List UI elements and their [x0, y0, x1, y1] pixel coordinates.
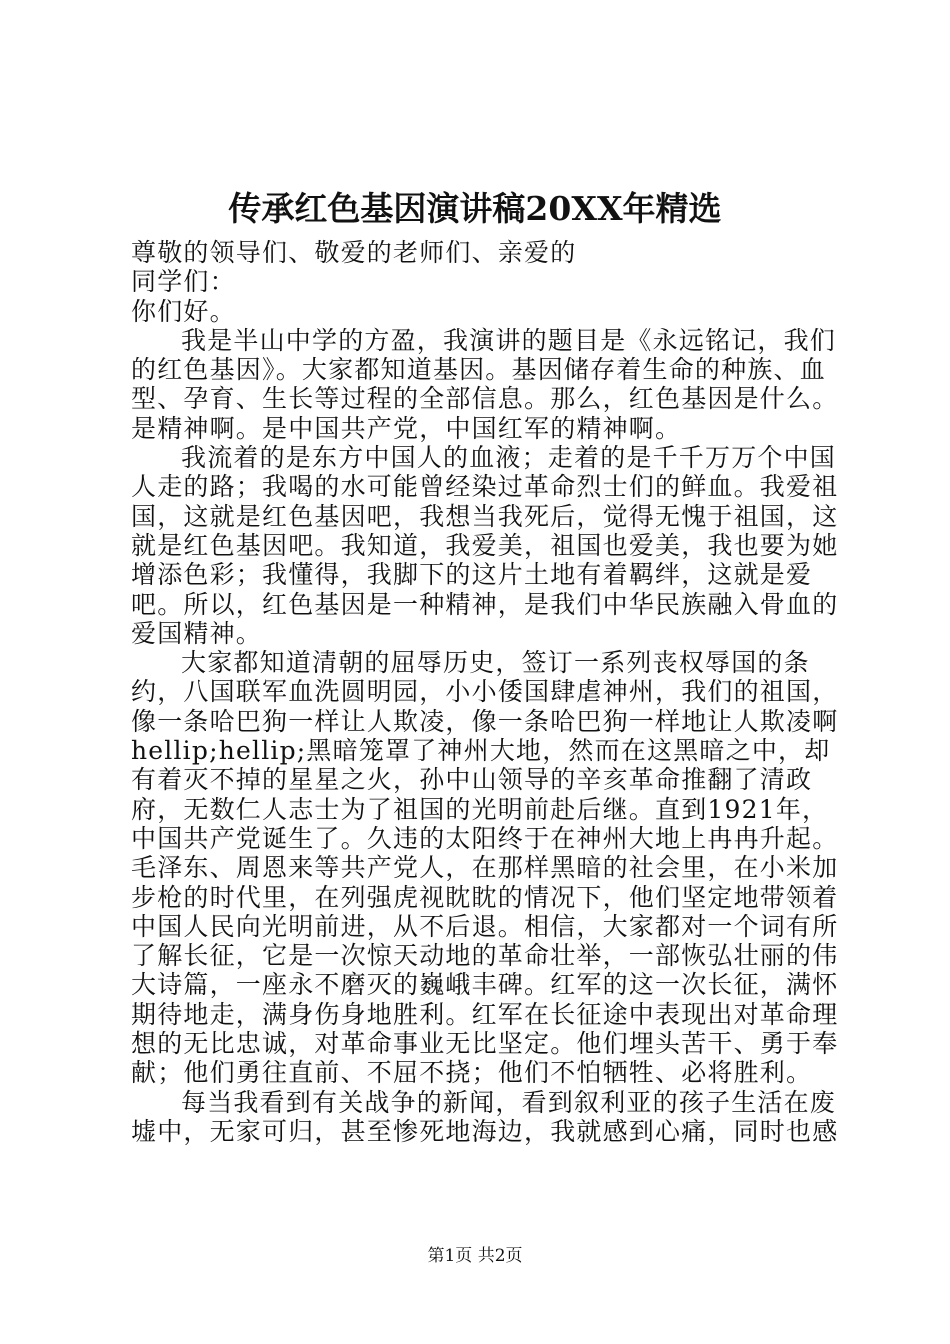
- greeting: 你们好。: [131, 296, 236, 326]
- paragraph-intro: 我是半山中学的方盈，我演讲的题目是《永远铭记，我们的红色基因》。大家都知道基因。基因储存着生命的种族、血型、孕育、生长等过程的全部信息。那么，红色基因是什么。是精神啊。是中国共产党，中国红军的精神啊。: [131, 325, 839, 443]
- paragraph-patriotism: 我流着的是东方中国人的血液；走着的是千千万万个中国人走的路；我喝的水可能曾经染过革命烈士们的鲜血。我爱祖国，这就是红色基因吧，我想当我死后，觉得无愧于祖国，这就是红色基因吧。我知道，我爱美，祖国也爱美，我也要为她增添色彩；我懂得，我脚下的这片土地有着羁绊，这就是爱吧。所以，红色基因是一种精神，是我们中华民族融入骨血的爱国精神。: [131, 443, 839, 648]
- document-body: [131, 238, 853, 1146]
- salutation-line-1: 尊敬的领导们、敬爱的老师们、亲爱的: [131, 238, 577, 267]
- document-title: 传承红色基因演讲稿20XX年精选: [228, 189, 722, 228]
- paragraph-history: 大家都知道清朝的屈辱历史，签订一系列丧权辱国的条约，八国联军血洗圆明园，小小倭国肆虐神州，我们的祖国，像一条哈巴狗一样让人欺凌，像一条哈巴狗一样地让人欺凌啊hellip;hellip;黑暗笼罩了神州大地，然而在这黑暗之中，却有着灭不掉的星星之火，孙中山领导的辛亥革命推翻了清政府，无数仁人志士为了祖国的光明前赴后继。直到1921年，中国共产党诞生了。久违的太阳终于在神州大地上冉冉升起。毛泽东、周恩来等共产党人，在那样黑暗的社会里，在小米加步枪的时代里，在列强虎视眈眈的情况下，他们坚定地带领着中国人民向光明前进，从不后退。相信，大家都对一个词有所了解长征，它是一次惊天动地的革命壮举，一部恢弘壮丽的伟大诗篇，一座永不磨灭的巍峨丰碑。红军的这一次长征，满怀期待地走，满身伤身地胜利。红军在长征途中表现出对革命理想的无比忠诚，对革命事业无比坚定。他们埋头苦干、勇于奉献；他们勇往直前、不屈不挠；他们不怕牺牲、必将胜利。: [131, 648, 839, 1088]
- salutation-line-2: 同学们：: [131, 267, 236, 297]
- page-number-footer: 第1页 共2页: [427, 1246, 523, 1266]
- paragraph-war-news: 每当我看到有关战争的新闻，看到叙利亚的孩子生活在废墟中，无家可归，甚至惨死地海边，我就感到心痛，同时也感: [131, 1087, 839, 1146]
